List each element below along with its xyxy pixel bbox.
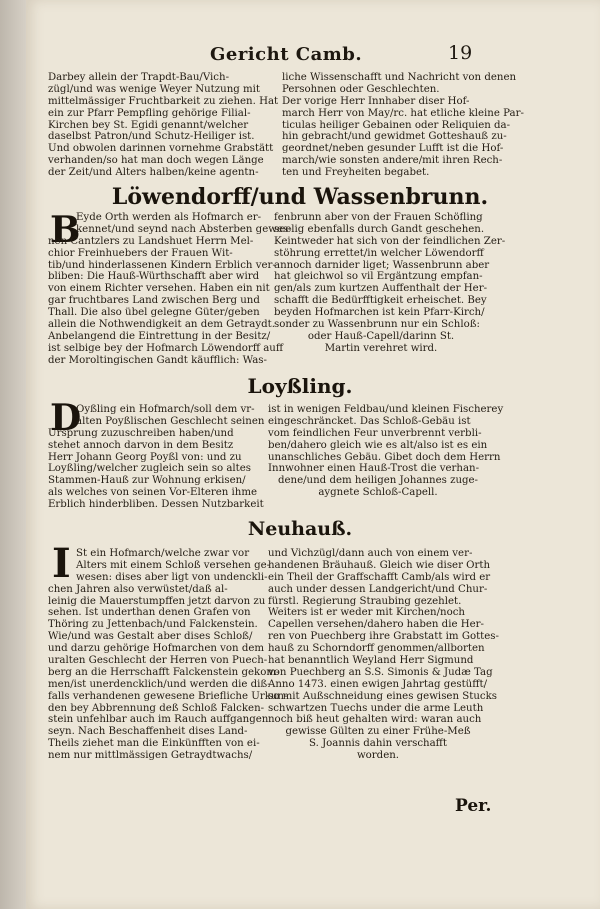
text-line: oder Hauß-Capell/darinn St. [307,330,455,342]
text-line: berg an die Herrschafft Falckenstein gekom- [48,666,280,678]
text-line: und darzu gehörige Hofmarchen von dem [48,643,265,655]
text-line: Und obwolen darinnen vornehme Grabstätt [48,143,274,155]
text-line: Weiters ist er weder mit Kirchen/noch [268,607,465,619]
text-line: Kirchen bey St. Egidi genannt/welcher [48,119,249,131]
text-line: eingeschräncket. Das Schloß-Gebäu ist [268,415,471,427]
text-line: stehet annoch darvon in dem Besitz [48,439,234,451]
text-line: mittelmässiger Fruchtbarkeit zu ziehen. Hat [48,95,279,107]
text-line: alten Poyßlischen Geschlecht seinen [76,415,265,427]
text-line: hin gebracht/und gewidmet Gotteshauß zu- [282,131,507,143]
text-line: men/ist unerdencklich/und werden die diß- [48,678,271,690]
text-line: Martin verehret wird. [324,342,438,354]
page-gutter [0,0,26,909]
dropcap-b: B [50,209,81,251]
text-line: sehen. Ist underthan denen Grafen von [48,607,251,619]
text-line: Ursprung zuzuschreiben haben/und [48,427,234,439]
text-line: geordnet/neben gesunder Lufft ist die Hof- [282,143,504,155]
text-line: der Zeit/und Alters halben/keine agentn- [48,167,259,179]
text-line: so mit Außschneidung eines gewisen Stucks [268,690,497,702]
text-line: Alters mit einem Schloß versehen ge- [76,559,271,571]
text-line: Oyßling ein Hofmarch/soll dem vr- [76,404,255,415]
text-line: der Moroltingischen Gandt käufflich: Was- [48,354,267,366]
text-line: worden. [356,750,400,762]
text-line: leinig die Mauerstumpffen jetzt darvon zu [48,595,266,607]
text-line: fürstl. Regierung Straubing gezehlet. [268,595,462,607]
text-line: Persohnen oder Geschlechten. [282,83,440,95]
text-line: nem nur mittlmässigen Getraydtwachs/ [48,750,253,762]
text-line: falls verhandenen gewesene Briefliche Urkun- [48,690,288,702]
text-line: unanschliches Gebäu. Gibet doch dem Herrn [268,451,501,463]
text-line: seyn. Nach Beschaffenheit dises Land- [48,726,248,738]
text-line: ten und Freyheiten begabet. [282,167,430,179]
text-line: chior Freinhuebers der Frauen Wit- [48,247,233,259]
text-line: S. Joannis dahin verschafft [309,738,447,750]
text-line: aygnete Schloß-Capell. [318,487,438,499]
text-line: ist selbige bey der Hofmarch Löwendorff auff [48,342,284,354]
text-line: tib/und hinderlassenen Kindern Erblich ver- [48,259,276,271]
text-line: chen Jahren also verwüstet/daß al- [48,583,228,595]
text-line: handenen Bräuhauß. Gleich wie diser Orth [268,559,491,571]
text-line: hat gleichwol so vil Ergäntzung empfan- [274,271,483,283]
text-line: Erblich hinderbliben. Dessen Nutzbarkeit [48,499,264,511]
text-line: Darbey allein der Trapdt-Bau/Vich- [48,72,230,83]
text-line: und Vichzügl/dann auch von einem ver- [268,548,473,559]
intro-left-column [48,72,279,179]
text-line: schafft die Bedürfftigkeit erheischet. Bey [274,295,487,307]
text-line: Eyde Orth werden als Hofmarch er- [76,212,262,223]
text-line: sonder zu Wassenbrunn nur ein Schloß: [274,319,480,331]
text-line: march Herr von May/rc. hat etliche kleine Par- [282,107,524,119]
text-line: Innwohner einen Hauß-Trost die verhan- [268,463,480,475]
text-line: gewisse Gülten zu einer Frühe-Meß [285,726,471,738]
text-line: Theils ziehet man die Einkünfften von ei- [48,738,260,750]
text-line: ist in wenigen Feldbau/und kleinen Fischerey [268,404,504,415]
text-line: noch biß heut gehalten wird: waran auch [268,714,482,726]
text-line: ren von Puechberg ihre Grabstatt im Gottes- [268,631,499,643]
running-header [0,44,600,70]
text-line: Anbelangend die Eintrettung in der Besitz/ [48,330,271,342]
text-line: Keintweder hat sich von der feindlichen Zer- [274,235,506,247]
text-line: schwartzen Tuechs under die arme Leuth [268,702,484,714]
text-line: kennet/und seynd nach Absterben gewes- [76,223,292,235]
loyssling-left-column [48,404,265,511]
text-line: St ein Hofmarch/welche zwar vor [76,548,250,559]
neuhauss-left-column [48,548,288,762]
text-line: stein unfehlbar auch im Rauch auffgangen [48,714,269,726]
text-line: nen Cantzlers zu Landshuet Herrn Mel- [48,235,254,247]
text-line: wesen: dises aber ligt von undenckli- [76,571,268,583]
text-line: hat benanntlich Weyland Herr Sigmund [268,655,474,667]
section-heading-loewendorff: Löwendorff/und Wassenbrunn. [111,184,489,210]
neuhauss-right-column [268,548,499,762]
intro-right-column [282,72,524,179]
dropcap-d: D [50,397,82,439]
text-line: hauß zu Schorndorff genommen/allborten [268,643,485,655]
text-line: von einem Richter versehen. Haben ein nit [48,283,270,295]
text-line: stöhrung errettet/in welcher Löwendorff [274,247,484,259]
text-line: daselbst Patron/und Schutz-Heiliger ist. [48,131,255,143]
text-line: den bey Abbrennung deß Schloß Falcken- [48,702,265,714]
text-line: bliben: Die Hauß-Würthschafft aber wird [48,271,260,283]
catchword: Per. [455,796,492,816]
text-line: Loyßling/welcher zugleich sein so altes [48,463,251,475]
text-line: march/wie sonsten andere/mit ihren Rech- [282,155,503,167]
loewendorff-right-column [274,212,506,355]
loyssling-right-column [268,404,504,499]
text-line: seelig ebenfalls durch Gandt geschehen. [274,223,485,235]
section-heading-neuhauss: Neuhauß. [247,518,353,540]
text-line: ein Theil der Graffschafft Camb/als wird er [268,571,491,583]
text-line: Der vorige Herr Innhaber diser Hof- [282,95,470,107]
text-line: auch under dessen Landgericht/und Chur- [268,583,488,595]
text-line: fenbrunn aber von der Frauen Schöfling [274,212,483,223]
section-heading-loyssling: Loyßling. [247,374,353,398]
text-line: Herr Johann Georg Poyßl von: und zu [48,451,242,463]
text-line: ein zur Pfarr Pempfling gehörige Filial- [48,107,251,119]
text-line: Thöring zu Jettenbach/und Falckenstein. [48,619,258,631]
text-line: Wie/und was Gestalt aber dises Schloß/ [48,631,253,643]
text-line: Anno 1473. einen ewigen Jahrtag gestüfft/ [268,678,488,690]
text-line: uralten Geschlecht der Herren von Puech- [48,655,268,667]
dropcap-i: I [52,540,71,587]
text-line: verhanden/so hat man doch wegen Länge [48,155,264,167]
text-line: Stammen-Hauß zur Wohnung erkisen/ [48,475,246,487]
text-line: allein die Nothwendigkeit an dem Getraydt. [48,319,275,331]
text-line: beyden Hofmarchen ist kein Pfarr-Kirch/ [274,307,485,319]
running-title: Gericht Camb. [210,44,363,65]
text-line: liche Wissenschafft und Nachricht von denen [282,72,517,83]
loewendorff-left-column [48,212,292,367]
text-line: annoch darnider liget; Wassenbrunn aber [274,259,490,271]
text-line: vom feindlichen Feur unverbrennt verbli- [268,427,482,439]
page-number: 19 [448,42,473,64]
text-line: zügl/und was wenige Weyer Nutzung mit [48,83,261,95]
text-line: Thall. Die also übel gelegne Güter/geben [48,307,260,319]
text-line: Capellen versehen/dahero haben die Her- [268,619,484,631]
text-line: gen/als zum kurtzen Auffenthalt der Her- [274,283,488,295]
text-line: gar fruchtbares Land zwischen Berg und [48,295,260,307]
text-line: ticulas heiliger Gebainen oder Reliquien da- [282,119,511,131]
text-line: dene/und dem heiligen Johannes zuge- [277,475,478,487]
text-line: ben/dahero gleich wie es alt/also ist es ein [268,439,488,451]
text-line: als welches von seinen Vor-Elteren ihme [48,487,258,499]
text-line: von Puechberg an S.S. Simonis & Judæ Tag [268,666,493,678]
